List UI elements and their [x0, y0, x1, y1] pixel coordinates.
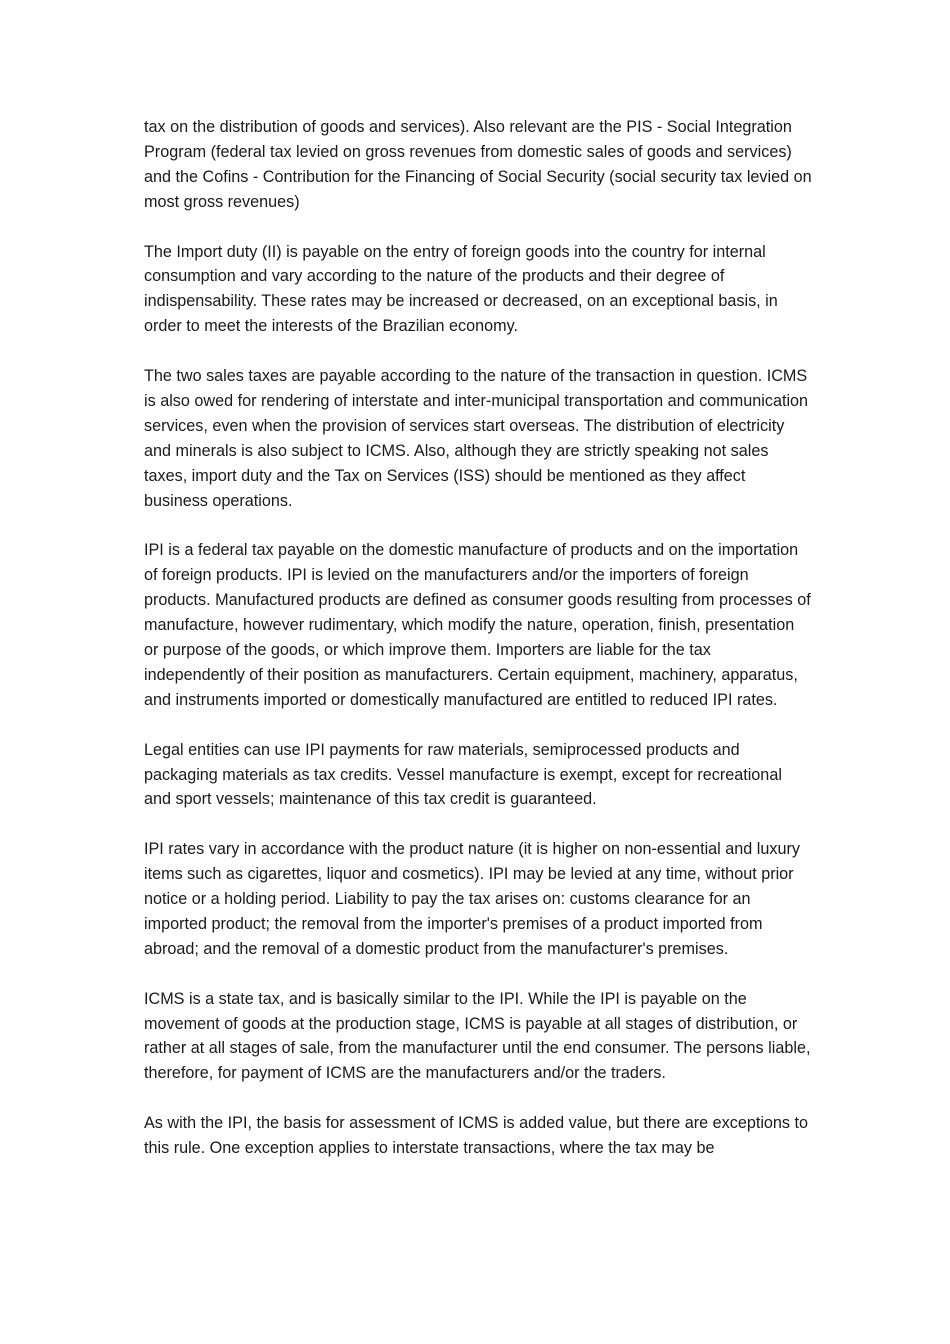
paragraph-ipi-credits: Legal entities can use IPI payments for raw materials, semiprocessed products and packaging materials as tax credits. Vessel manufacture is exempt, except for recreational and sport vessels; maintenance of this tax credit is guaranteed. [144, 740, 782, 809]
paragraph-sales-taxes: The two sales taxes are payable according to the nature of the transaction in question. ICMS is also owed for rendering of interstate and inter-municipal transportation and communication services, even when the provision of services start overseas. The distribution of electricity and minerals is also subject to ICMS. Also, although they are strictly speaking not sales taxes, import duty and the Tax on Services (ISS) should be mentioned as they affect business operations. [144, 367, 809, 510]
paragraph-icms-state-tax: ICMS is a state tax, and is basically similar to the IPI. While the IPI is payable on the movement of goods at the production stage, ICMS is payable at all stages of distribution, or rather at all stages of sale, from the manufacturer until the end consumer. The persons liable, therefore, for payment of ICMS are the manufacturers and/or the traders. [144, 989, 811, 1083]
paragraph-ipi-definition: IPI is a federal tax payable on the domestic manufacture of products and on the importation of foreign products. IPI is levied on the manufacturers and/or the importers of foreign products. Manufactured products are defined as consumer goods resulting from processes of manufacture, however rudimentary, which modify the nature, operation, finish, presentation or purpose of the goods, or which improve them. Importers are liable for the tax independently of their position as manufacturers. Certain equipment, machinery, apparatus, and instruments imported or domestically manufactured are entitled to reduced IPI rates. [144, 541, 811, 709]
paragraph-pis-cofins: tax on the distribution of goods and services). Also relevant are the PIS - Social Integration Program (federal tax levied on gross revenues from domestic sales of goods and services) and the Cofins - Contribution for the Financing of Social Security (social security tax levied on most gross revenues) [144, 118, 812, 211]
document-page [144, 115, 812, 1186]
paragraph-import-duty: The Import duty (II) is payable on the entry of foreign goods into the country for internal consumption and vary according to the nature of the products and their degree of indispensability. These rates may be increased or decreased, on an exceptional basis, in order to meet the interests of the Brazilian economy. [144, 242, 778, 336]
paragraph-icms-assessment: As with the IPI, the basis for assessment of ICMS is added value, but there are exceptions to this rule. One exception applies to interstate transactions, where the tax may be [144, 1114, 809, 1158]
paragraph-ipi-rates: IPI rates vary in accordance with the product nature (it is higher on non-essential and luxury items such as cigarettes, liquor and cosmetics). IPI may be levied at any time, without prior notice or a holding period. Liability to pay the tax arises on: customs clearance for an imported product; the removal from the importer's premises of a product imported from abroad; and the removal of a domestic product from the manufacturer's premises. [144, 840, 800, 958]
